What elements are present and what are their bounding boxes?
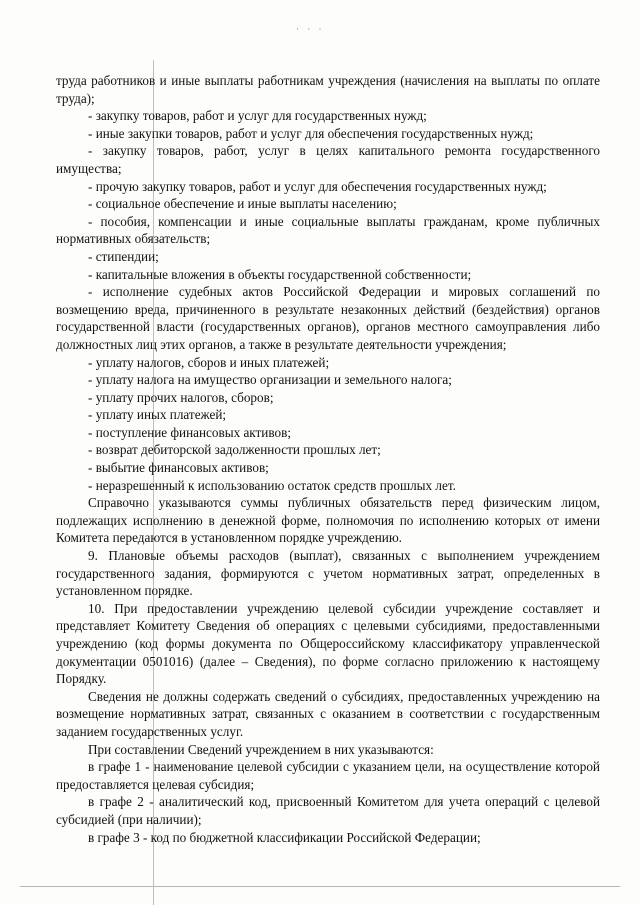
paragraph: труда работников и иные выплаты работникам учреждения (начисления на выплаты по оплате труда); <box>56 73 600 106</box>
document-body <box>56 72 600 846</box>
list-item: - исполнение судебных актов Российской Федерации и мировых соглашений по возмещению вреда, причиненного в результате незаконных действий (бездействия) органов государственной власти (государственных органов), органов местного самоуправления либо должностных лиц этих органов, а также в результате деятельности учреждения; <box>56 284 600 352</box>
header-mark: · · · <box>296 24 325 34</box>
list-item: - капитальные вложения в объекты государственной собственности; <box>88 266 472 282</box>
paragraph: Справочно указываются суммы публичных обязательств перед физическим лицом, подлежащих исполнению в денежной форме, полномочия по исполнению которых от имени Комитета передаются в установленном порядке учреждению. <box>56 495 600 546</box>
paragraph: При составлении Сведений учреждением в них указываются: <box>88 741 434 757</box>
list-item: - уплату налога на имущество организации и земельного налога; <box>88 372 452 388</box>
page-bottom-rule <box>20 886 620 887</box>
paragraph: Сведения не должны содержать сведений о субсидиях, предоставленных учреждению на возмещение нормативных затрат, связанных с оказанием в соответствии с государственным заданием государственных услуг. <box>56 688 600 739</box>
list-item: - закупку товаров, работ, услуг в целях капитального ремонта государственного имущества; <box>56 143 600 176</box>
paragraph: 9. Плановые объемы расходов (выплат), связанных с выполнением учреждением государственного задания, формируются с учетом нормативных затрат, определенных в установленном порядке. <box>56 548 600 599</box>
paragraph: 10. При предоставлении учреждению целевой субсидии учреждение составляет и представляет Комитету Сведения об операциях с целевыми субсидиями, предоставленными учреждению (код формы документа по Общероссийскому классификатору управленческой документации 0501016) (далее – Сведения), по форме согласно приложению к настоящему Порядку. <box>56 600 600 687</box>
list-item: - закупку товаров, работ и услуг для государственных нужд; <box>88 108 427 124</box>
list-item: - выбытие финансовых активов; <box>88 460 269 476</box>
list-item: - поступление финансовых активов; <box>88 424 291 440</box>
list-item: - уплату иных платежей; <box>88 407 227 423</box>
list-item: - возврат дебиторской задолженности прошлых лет; <box>88 442 381 458</box>
paragraph: в графе 3 - код по бюджетной классификации Российской Федерации; <box>88 829 481 845</box>
list-item: - пособия, компенсации и иные социальные выплаты гражданам, кроме публичных нормативных обязательств; <box>56 213 600 247</box>
list-item: - иные закупки товаров, работ и услуг для обеспечения государственных нужд; <box>88 125 534 141</box>
list-item: - социальное обеспечение и иные выплаты населению; <box>88 196 397 212</box>
list-item: - стипендии; <box>88 248 159 264</box>
list-item: - неразрешенный к использованию остаток средств прошлых лет. <box>88 477 456 493</box>
list-item: - уплату прочих налогов, сборов; <box>88 389 274 405</box>
paragraph: в графе 2 - аналитический код, присвоенный Комитетом для учета операций с целевой субсидией (при наличии); <box>56 794 600 827</box>
list-item: - уплату налогов, сборов и иных платежей; <box>88 354 330 370</box>
paragraph: в графе 1 - наименование целевой субсидии с указанием цели, на осуществление которой предоставляется целевая субсидия; <box>56 759 600 792</box>
list-item: - прочую закупку товаров, работ и услуг для обеспечения государственных нужд; <box>88 178 547 194</box>
